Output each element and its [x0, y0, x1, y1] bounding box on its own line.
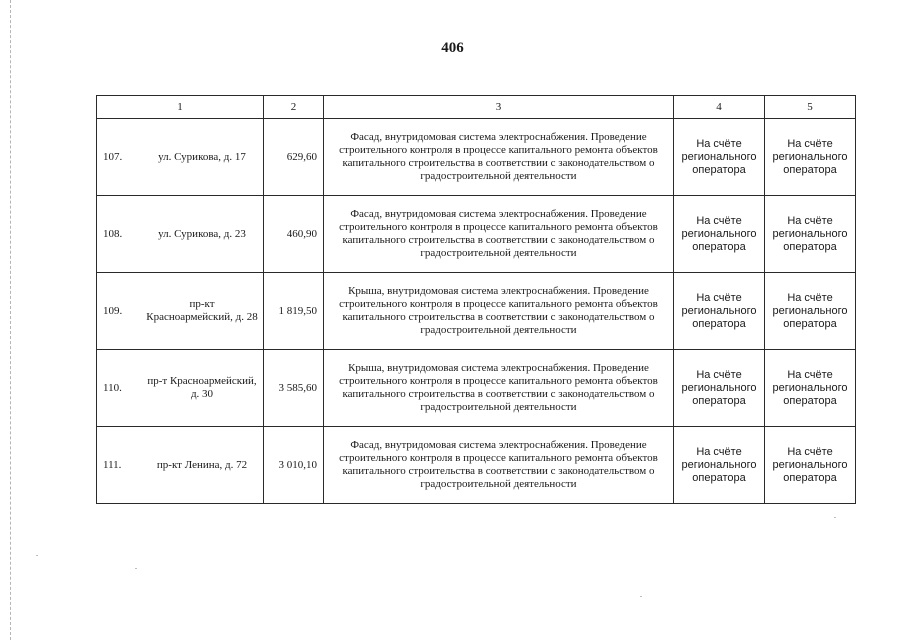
row-area: 629,60	[264, 119, 324, 196]
page-number: 406	[441, 40, 464, 56]
row-work-description: Фасад, внутридомовая система электроснабжения. Проведение строительного контроля в процессе капитального ремонта объектов капитального строительства в соответствии с законодательством о градостроительной деятельности	[324, 427, 674, 504]
address-cell	[97, 119, 264, 196]
row-address: пр-т Красноармейский, д. 30	[147, 375, 257, 400]
margin-dashed-line	[10, 0, 11, 640]
table-row	[97, 119, 856, 196]
row-col5: На счёте регионального оператора	[765, 427, 856, 504]
row-col5: На счёте регионального оператора	[765, 273, 856, 350]
row-col4: На счёте регионального оператора	[674, 119, 765, 196]
table-row	[97, 350, 856, 427]
row-col5: На счёте регионального оператора	[765, 196, 856, 273]
row-col4: На счёте регионального оператора	[674, 427, 765, 504]
row-col4: На счёте регионального оператора	[674, 273, 765, 350]
row-address: пр-кт Ленина, д. 72	[156, 458, 248, 471]
scan-speck	[135, 568, 137, 569]
column-header-5: 5	[765, 96, 856, 119]
row-col4: На счёте регионального оператора	[674, 350, 765, 427]
scan-speck	[36, 555, 38, 556]
row-work-description: Фасад, внутридомовая система электроснабжения. Проведение строительного контроля в процессе капитального ремонта объектов капитального строительства в соответствии с законодательством о градостроительной деятельности	[324, 119, 674, 196]
row-number: 111.	[103, 458, 122, 471]
table-row	[97, 196, 856, 273]
column-header-3: 3	[324, 96, 674, 119]
row-address: ул. Сурикова, д. 17	[158, 150, 246, 163]
table-row	[97, 273, 856, 350]
row-area: 3 585,60	[264, 350, 324, 427]
table-header-row	[97, 96, 856, 119]
scan-speck	[640, 596, 642, 597]
row-area: 3 010,10	[264, 427, 324, 504]
address-cell	[97, 273, 264, 350]
column-header-2: 2	[264, 96, 324, 119]
row-number: 108.	[103, 227, 123, 240]
row-number: 107.	[103, 150, 123, 163]
row-col5: На счёте регионального оператора	[765, 350, 856, 427]
row-address: ул. Сурикова, д. 23	[158, 227, 246, 240]
address-cell	[97, 350, 264, 427]
row-col4: На счёте регионального оператора	[674, 196, 765, 273]
repair-schedule-table	[96, 95, 856, 504]
column-header-4: 4	[674, 96, 765, 119]
row-area: 1 819,50	[264, 273, 324, 350]
row-address: пр-кт Красноармейский, д. 28	[146, 298, 258, 323]
row-work-description: Крыша, внутридомовая система электроснабжения. Проведение строительного контроля в процессе капитального ремонта объектов капитального строительства в соответствии с законодательством о градостроительной деятельности	[324, 273, 674, 350]
column-header-1: 1	[97, 96, 264, 119]
row-number: 109.	[103, 304, 123, 317]
row-number: 110.	[103, 381, 122, 394]
row-area: 460,90	[264, 196, 324, 273]
scan-speck	[834, 517, 836, 518]
row-work-description: Крыша, внутридомовая система электроснабжения. Проведение строительного контроля в процессе капитального ремонта объектов капитального строительства в соответствии с законодательством о градостроительной деятельности	[324, 350, 674, 427]
row-col5: На счёте регионального оператора	[765, 119, 856, 196]
address-cell	[97, 196, 264, 273]
address-cell	[97, 427, 264, 504]
row-work-description: Фасад, внутридомовая система электроснабжения. Проведение строительного контроля в процессе капитального ремонта объектов капитального строительства в соответствии с законодательством о градостроительной деятельности	[324, 196, 674, 273]
table-row	[97, 427, 856, 504]
